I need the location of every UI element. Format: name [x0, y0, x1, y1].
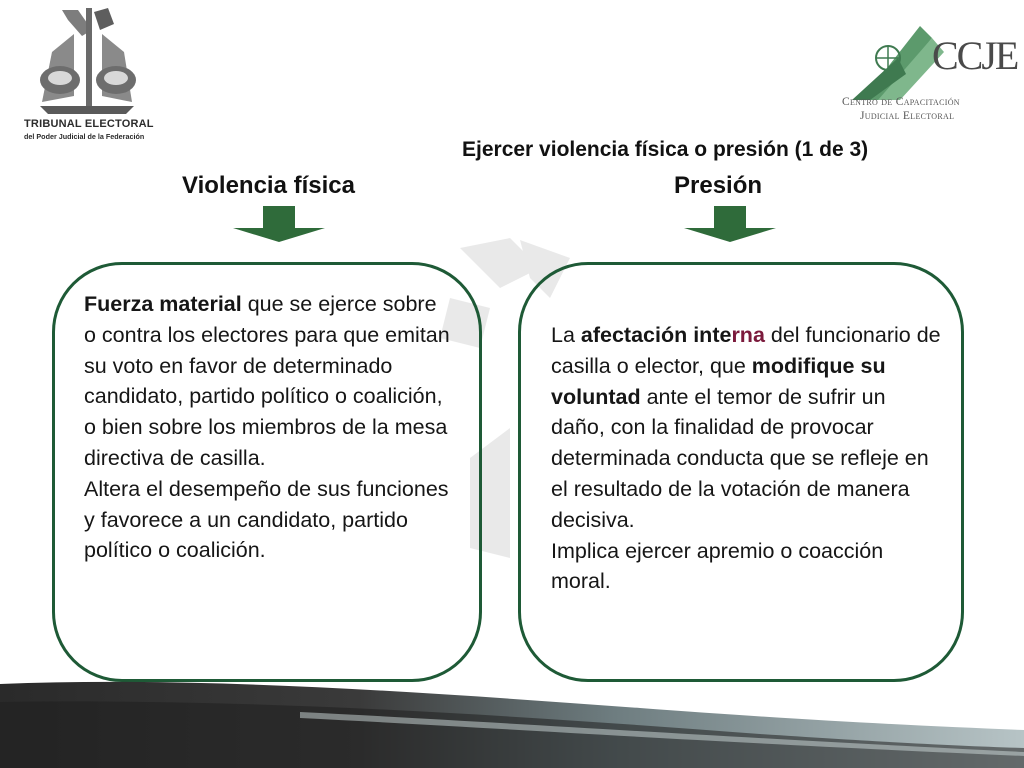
logo-line-2: Judicial Electoral: [860, 110, 955, 122]
logo-line-2: del Poder Judicial de la Federación: [24, 132, 145, 141]
slide-subtitle: Ejercer violencia física o presión (1 de 3): [462, 138, 869, 161]
definition-paragraph-2: Implica ejercer apremio o coacción moral.: [551, 538, 884, 594]
definition-text-b: del funcionario de casilla o elector, que: [551, 323, 941, 378]
heading-violencia-fisica: Violencia física: [182, 172, 355, 199]
definition-text: que se ejerce sobre o contra los electores para que emitan su voto en favor de determinado candidato, partido político o coalición, o bien sobre los miembros de la mesa directiva de casilla.: [84, 292, 450, 470]
down-arrow-icon: [233, 206, 325, 242]
down-arrow-icon: [684, 206, 776, 242]
logo-line-1: Centro de Capacitación: [842, 96, 960, 108]
bold-lead: Fuerza material: [84, 292, 242, 316]
bold-voluntad: modifique su voluntad: [551, 353, 886, 409]
definition-text-a: La: [551, 323, 581, 347]
scales-of-justice-icon: [22, 6, 152, 118]
footer-decoration: [0, 672, 1024, 768]
tribunal-electoral-logo: [22, 6, 152, 140]
heading-presion: Presión: [674, 172, 763, 199]
ccje-logo: [840, 10, 1020, 128]
definition-text-c: ante el temor de sufrir un daño, con la finalidad de provocar determinada conducta que se refleje en el resultado de la votación de manera decisiva.: [551, 384, 929, 532]
definition-paragraph-2: Altera el desempeño de sus funciones y favorece a un candidato, partido político o coalición.: [84, 476, 449, 563]
presion-definition: [551, 320, 941, 597]
logo-line-1: TRIBUNAL ELECTORAL: [24, 118, 154, 130]
violencia-fisica-definition: [84, 289, 454, 566]
bold-highlight: rna: [731, 323, 765, 347]
bold-afectacion: afectación inte: [580, 323, 732, 347]
ccje-mark: CCJE: [932, 33, 1018, 78]
